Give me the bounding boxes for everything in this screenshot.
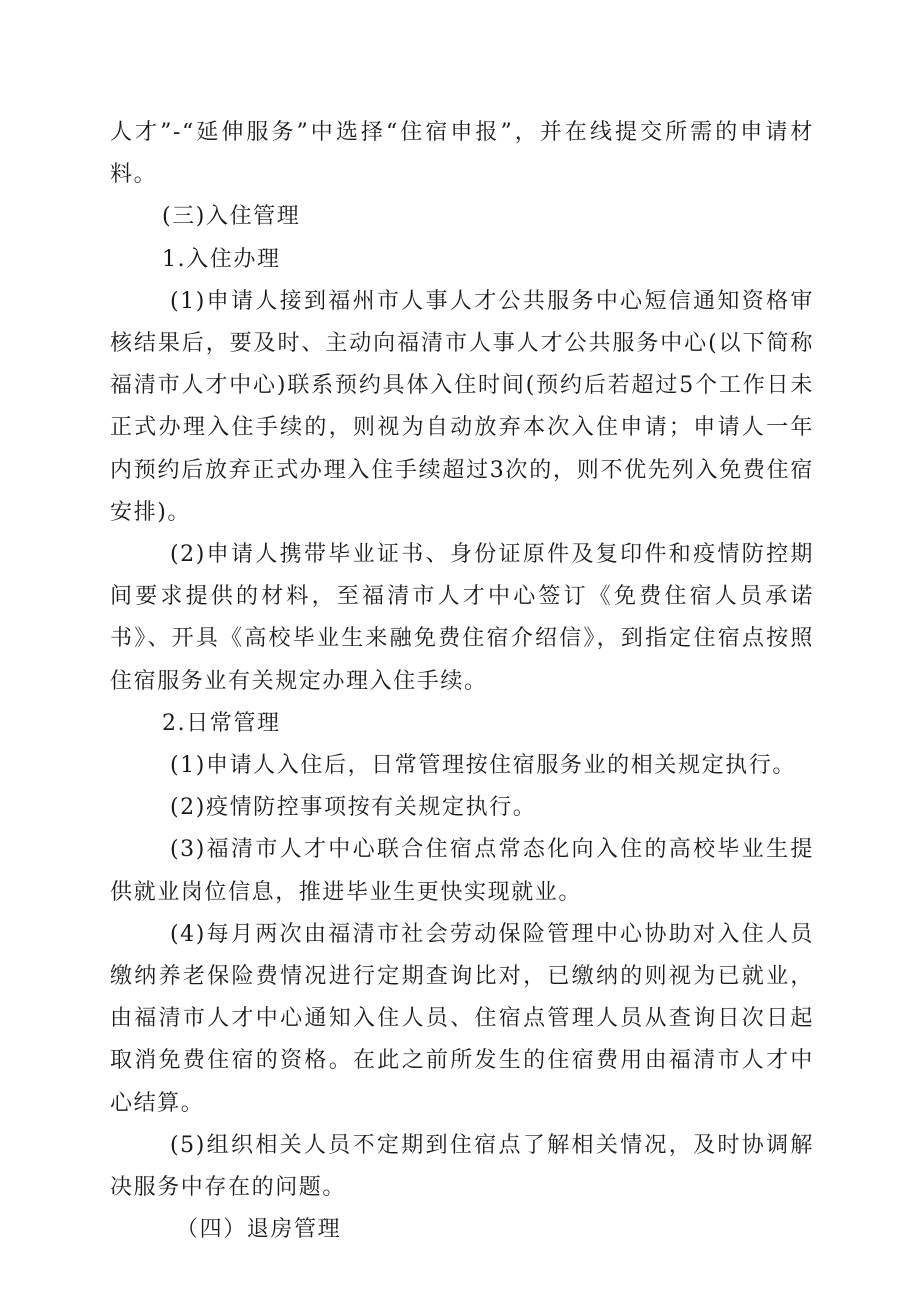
subsection-heading-daily-management: 2.日常管理 [162,710,281,736]
paragraph-daily-item-1: (1)申请人入住后，日常管理按住宿服务业的相关规定执行。 [170,753,796,779]
document-body [110,112,814,1251]
section-heading-checkin-management: (三)入住管理 [162,204,301,230]
subsection-heading-checkin-procedure: 1.入住办理 [162,246,281,272]
paragraph-daily-item-5: (5)组织相关人员不定期到住宿点了解相关情况，及时协调解决服务中存在的问题。 [110,1132,814,1201]
paragraph-daily-item-4: (4)每月两次由福清市社会劳动保险管理中心协助对入住人员缴纳养老保险费情况进行定期查询比对，已缴纳的则视为已就业，由福清市人才中心通知入住人员、住宿点管理人员从查询日次日起取消免费住宿的资格。在此之前所发生的住宿费用由福清市人才中心结算。 [110,921,814,1116]
paragraph-checkin-item-2: (2)申请人携带毕业证书、身份证原件及复印件和疫情防控期间要求提供的材料，至福清市人才中心签订《免费住宿人员承诺书》、开具《高校毕业生来融免费住宿介绍信》，到指定住宿点按照住宿服务业有关规定办理入住手续。 [110,542,814,694]
paragraph-checkin-item-1: (1)申请人接到福州市人事人才公共服务中心短信通知资格审核结果后，要及时、主动向福清市人事人才公共服务中心(以下简称福清市人才中心)联系预约具体入住时间(预约后若超过5个工作日未正式办理入住手续的，则视为自动放弃本次入住申请；申请人一年内预约后放弃正式办理入住手续超过3次的，则不优先列入免费住宿安排)。 [110,288,814,525]
paragraph-daily-item-3: (3)福清市人才中心联合住宿点常态化向入住的高校毕业生提供就业岗位信息，推进毕业生更快实现就业。 [110,837,814,905]
paragraph-daily-item-2: (2)疫情防控事项按有关规定执行。 [170,795,537,821]
section-heading-checkout-management: （四）退房管理 [176,1217,342,1243]
paragraph-application-materials: 人才”-“延伸服务”中选择“住宿申报”，并在线提交所需的申请材料。 [110,120,814,188]
